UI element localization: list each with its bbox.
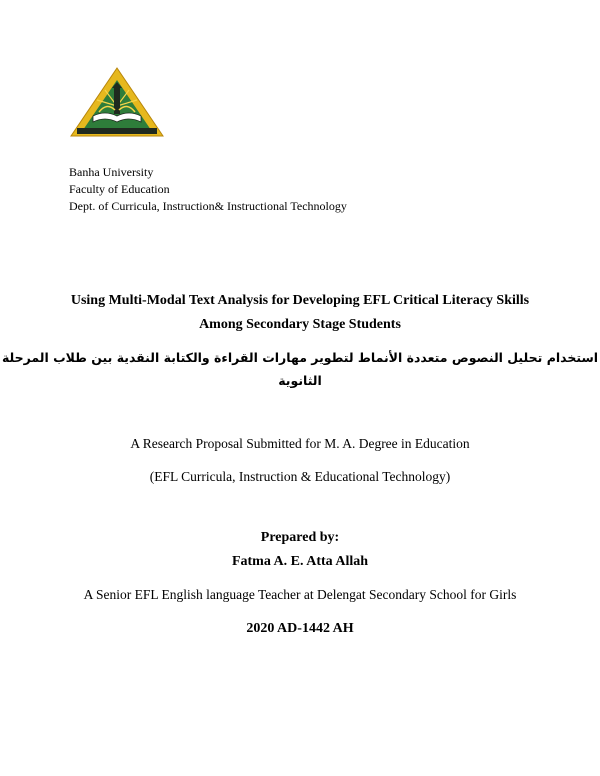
proposal-statement: A Research Proposal Submitted for M. A. Degree in Education [130, 436, 470, 451]
author-role: A Senior EFL English language Teacher at Delengat Secondary School for Girls [83, 587, 517, 602]
prepared-by-label: Prepared by: [260, 530, 340, 545]
title-ar-line-1: استخدام تحليل النصوص متعددة الأنماط لتطوير مهارات القراءة والكتابة النقدية بين طلاب المرحلة [1, 350, 599, 365]
title-en-line-2: Among Secondary Stage Students [199, 317, 401, 332]
faculty-name: Faculty of Education [69, 182, 170, 196]
university-seal-logo [69, 66, 165, 138]
specialization: (EFL Curricula, Instruction & Educational Technology) [149, 469, 451, 484]
university-name: Banha University [69, 165, 154, 179]
title-ar-line-2: الثانوية [278, 373, 322, 388]
date: 2020 AD-1442 AH [246, 621, 354, 636]
department-name: Dept. of Curricula, Instruction& Instructional Technology [69, 199, 347, 213]
author-name: Fatma A. E. Atta Allah [231, 554, 369, 569]
title-en-line-1: Using Multi-Modal Text Analysis for Developing EFL Critical Literacy Skills [70, 293, 530, 308]
affiliation-block [69, 164, 347, 215]
